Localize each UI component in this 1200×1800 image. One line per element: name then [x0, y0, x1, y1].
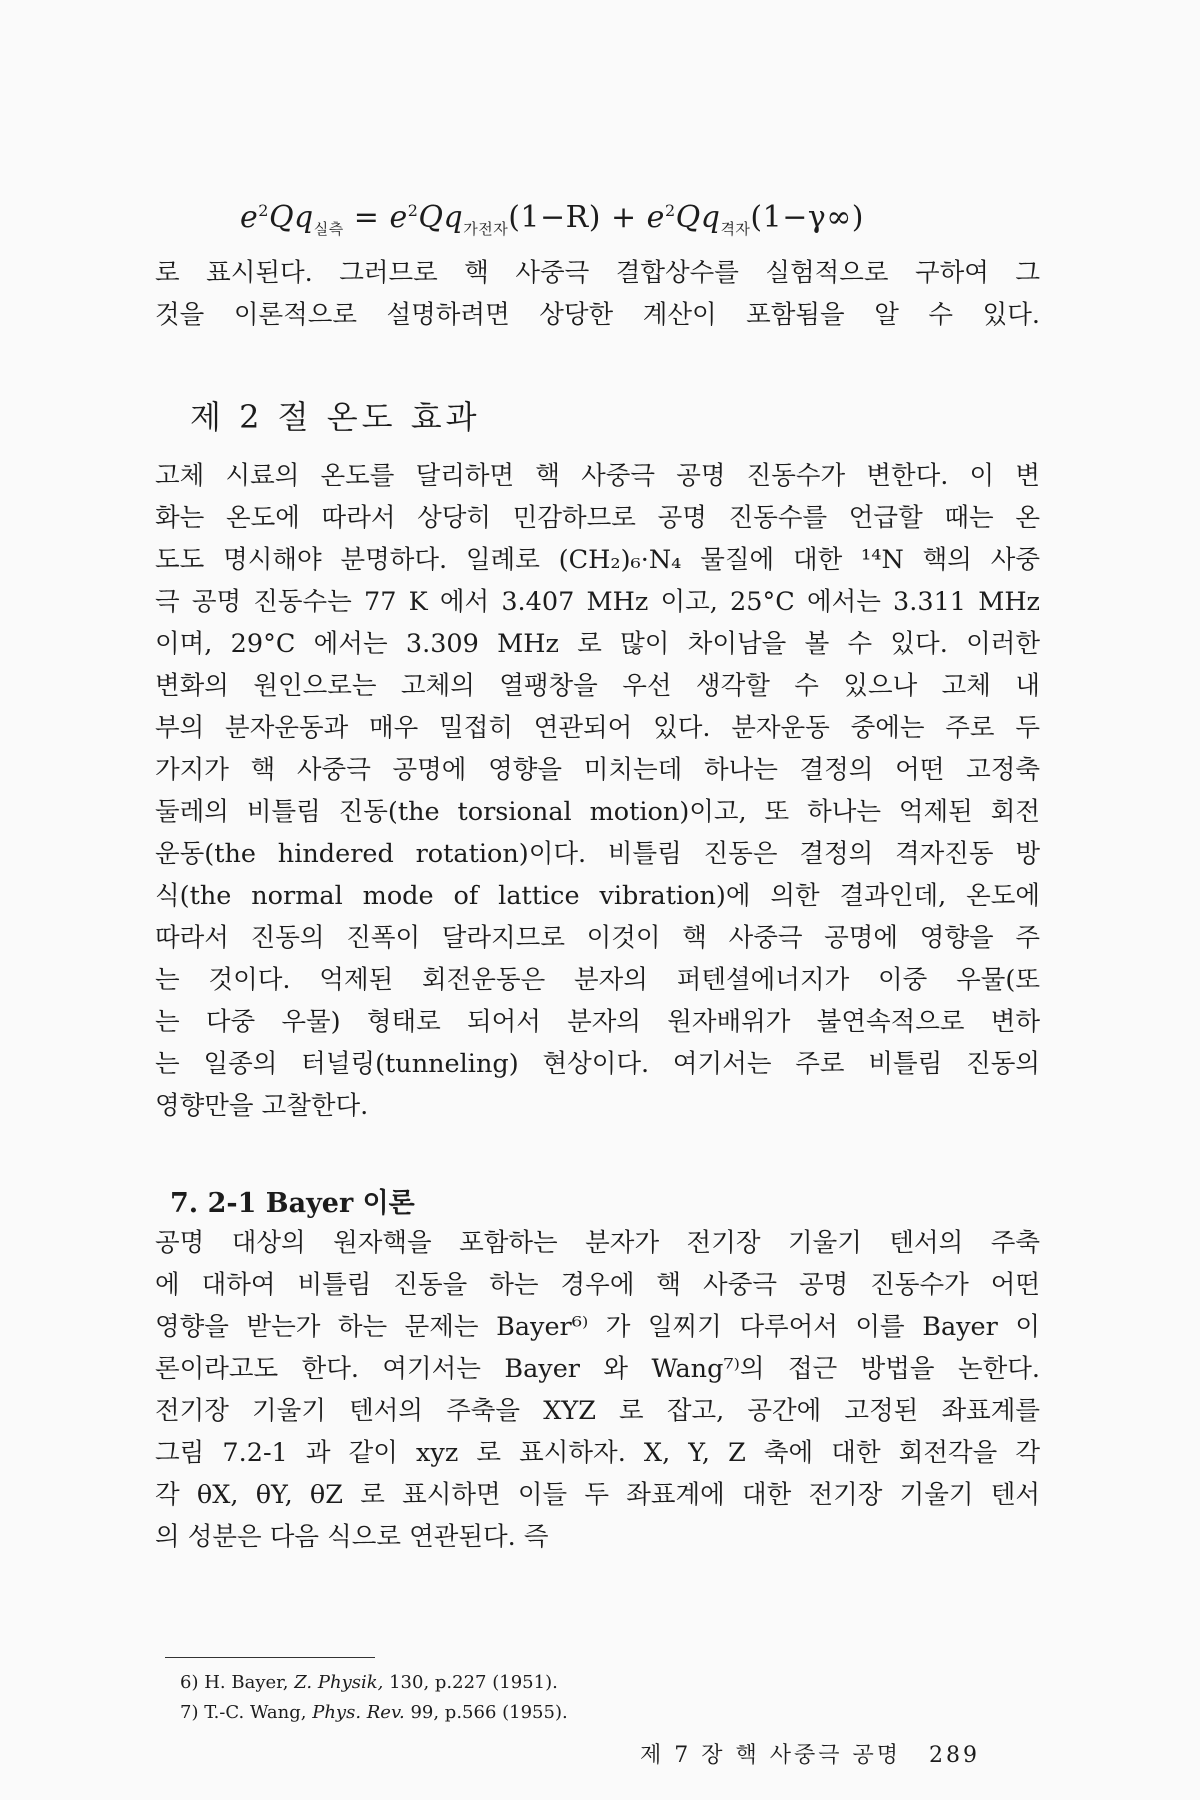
text-line: 이며, 29°C 에서는 3.309 MHz 로 많이 차이남을 볼 수 있다. 이러한 — [155, 629, 1040, 659]
text-line: 론이라고도 한다. 여기서는 Bayer 와 Wang⁷⁾의 접근 방법을 논한다. — [155, 1354, 1040, 1384]
text-line: 는 일종의 터널링(tunneling) 현상이다. 여기서는 주로 비틀림 진동의 — [155, 1049, 1040, 1079]
intro-paragraph — [155, 252, 1040, 336]
footnote-journal: Phys. Rev. — [312, 1702, 405, 1723]
text-line: 영향을 받는가 하는 문제는 Bayer⁶⁾ 가 일찌기 다루어서 이를 Bayer 이 — [155, 1312, 1040, 1342]
text-line: 공명 대상의 원자핵을 포함하는 분자가 전기장 기울기 텐서의 주축 — [155, 1228, 1040, 1258]
temperature-effect-paragraph — [155, 455, 1040, 1127]
text-line: 로 표시된다. 그러므로 핵 사중극 결합상수를 실험적으로 구하여 그 — [155, 258, 1040, 288]
text-line: 그림 7.2-1 과 같이 xyz 로 표시하자. X, Y, Z 축에 대한 회전각을 각 — [155, 1438, 1040, 1468]
text-line: 전기장 기울기 텐서의 주축을 XYZ 로 잡고, 공간에 고정된 좌표계를 — [155, 1396, 1040, 1426]
chapter-title: 제 7 장 핵 사중극 공명 — [640, 1743, 901, 1768]
text-line: 따라서 진동의 진폭이 달라지므로 이것이 핵 사중극 공명에 영향을 주 — [155, 923, 1040, 953]
eq-mid-factor: (1−R) — [508, 200, 601, 235]
footnote — [180, 1668, 568, 1698]
text-line: 의 성분은 다음 식으로 연관된다. 즉 — [155, 1522, 549, 1552]
text-line: 각 θX, θY, θZ 로 표시하면 이들 두 좌표계에 대한 전기장 기울기 텐서 — [155, 1480, 1040, 1510]
text-line: 변화의 원인으로는 고체의 열팽창을 우선 생각할 수 있으나 고체 내 — [155, 671, 1040, 701]
eq-rhs-label: 격자 — [720, 220, 751, 238]
footnote-divider — [165, 1657, 375, 1658]
subsection-heading: 7. 2-1 Bayer 이론 — [170, 1188, 415, 1219]
footnote-author: T.-C. Wang, — [204, 1702, 307, 1723]
eq-lhs-label: 실측 — [313, 220, 344, 238]
page-number: 289 — [928, 1743, 980, 1768]
text-line: 가지가 핵 사중극 공명에 영향을 미치는데 하나는 결정의 어떤 고정축 — [155, 755, 1040, 785]
footnote — [180, 1698, 568, 1728]
footnotes — [180, 1668, 568, 1728]
text-line: 는 것이다. 억제된 회전운동은 분자의 퍼텐셜에너지가 이중 우물(또 — [155, 965, 1040, 995]
text-line: 화는 온도에 따라서 상당히 민감하므로 공명 진동수를 언급할 때는 온 — [155, 503, 1040, 533]
text-line: 둘레의 비틀림 진동(the torsional motion)이고, 또 하나는 억제된 회전 — [155, 797, 1040, 827]
bayer-theory-paragraph — [155, 1222, 1040, 1558]
text-line: 것을 이론적으로 설명하려면 상당한 계산이 포함됨을 알 수 있다. — [155, 300, 1040, 330]
section-heading: 제 2 절 온도 효과 — [190, 398, 481, 436]
eq-mid-label: 가전자 — [463, 220, 509, 238]
footnote-number: 7) — [180, 1702, 199, 1723]
footnote-author: H. Bayer, — [204, 1672, 289, 1693]
text-line: 고체 시료의 온도를 달리하면 핵 사중극 공명 진동수가 변한다. 이 변 — [155, 461, 1040, 491]
text-line: 부의 분자운동과 매우 밀접히 연관되어 있다. 분자운동 중에는 주로 두 — [155, 713, 1040, 743]
text-line: 식(the normal mode of lattice vibration)에 의한 결과인데, 온도에 — [155, 881, 1040, 911]
text-line: 는 다중 우물) 형태로 되어서 분자의 원자배위가 불연속적으로 변하 — [155, 1007, 1040, 1037]
eq-rhs-factor: (1−γ∞) — [750, 200, 864, 235]
text-line: 영향만을 고찰한다. — [155, 1091, 369, 1121]
quadrupole-coupling-equation: $e^2Qq_{실측} = e^2Qq_{가전자}(1-R) + e^2Qq_{격자}(1-\gamma\infty)$ — [240, 200, 864, 238]
text-line: 극 공명 진동수는 77 K 에서 3.407 MHz 이고, 25°C 에서는 3.311 MHz — [155, 587, 1040, 617]
text-line: 도도 명시해야 분명하다. 일례로 (CH₂)₆·N₄ 물질에 대한 ¹⁴N 핵의 사중 — [155, 545, 1040, 575]
text-line: 에 대하여 비틀림 진동을 하는 경우에 핵 사중극 공명 진동수가 어떤 — [155, 1270, 1040, 1300]
text-line: 운동(the hindered rotation)이다. 비틀림 진동은 결정의 격자진동 방 — [155, 839, 1040, 869]
footnote-ref: 130, p.227 (1951). — [389, 1672, 558, 1693]
footnote-number: 6) — [180, 1672, 199, 1693]
footnote-ref: 99, p.566 (1955). — [410, 1702, 568, 1723]
running-footer — [640, 1738, 980, 1769]
footnote-journal: Z. Physik, — [294, 1672, 384, 1693]
